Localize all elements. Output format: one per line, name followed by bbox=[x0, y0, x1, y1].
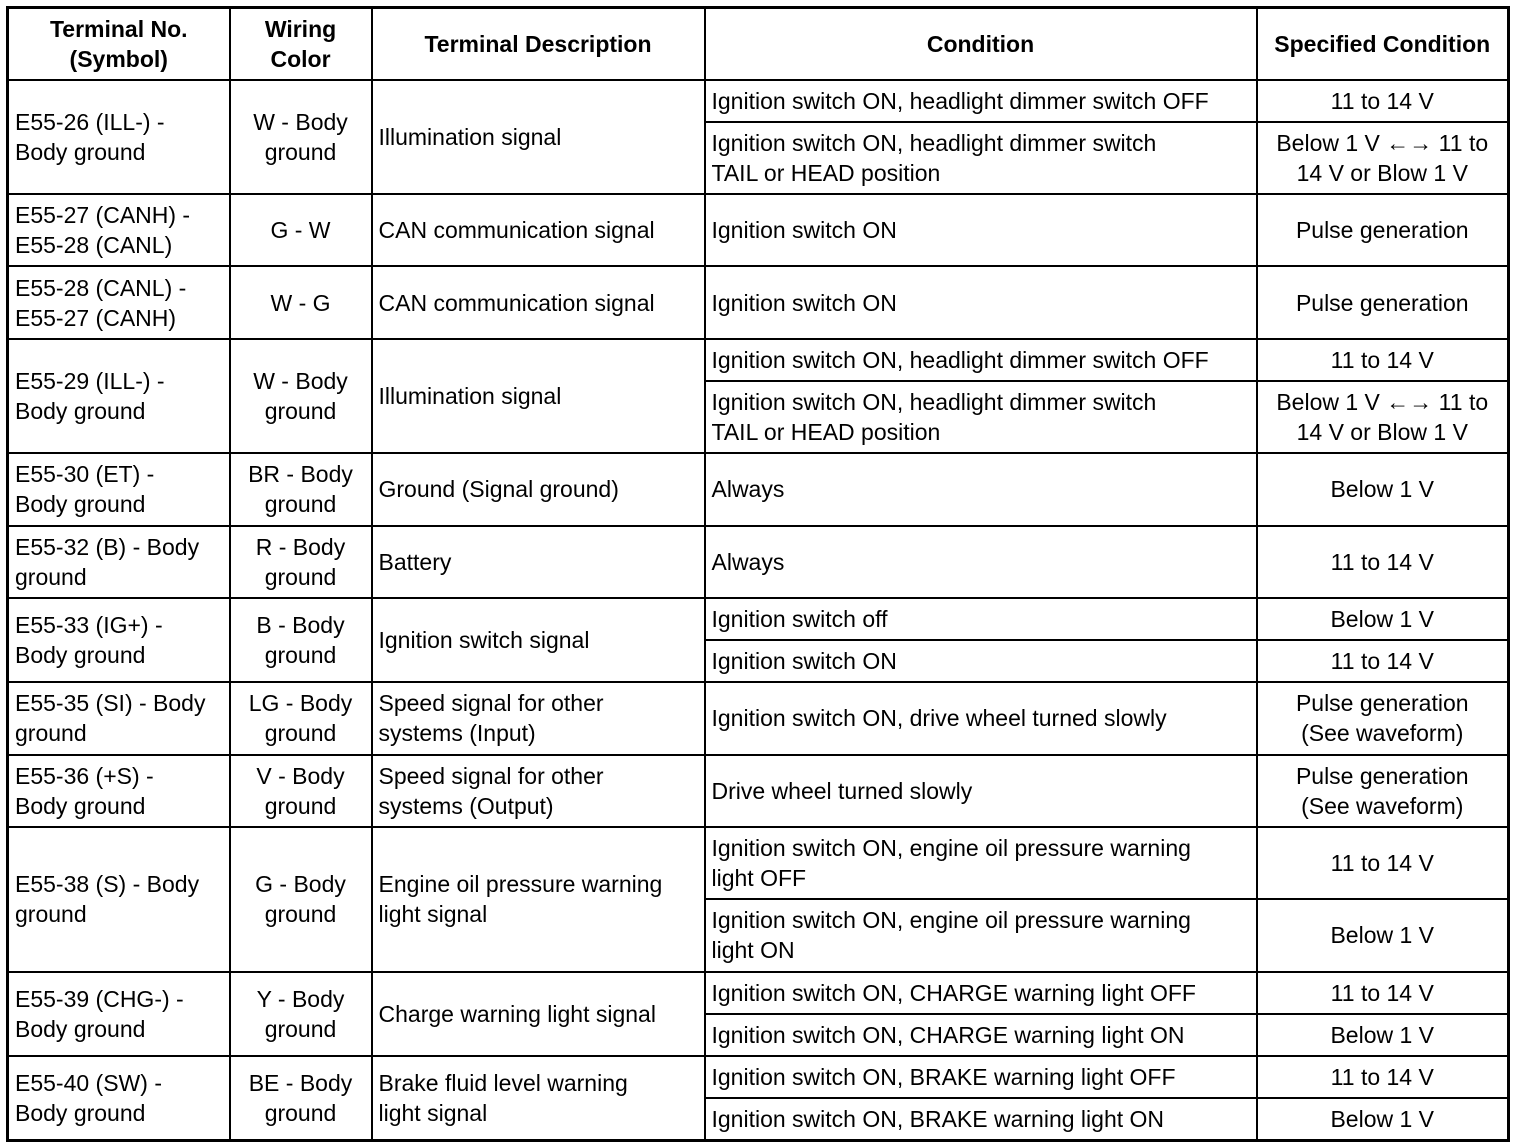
wiring-color-cell-line1: BE - Body bbox=[248, 1069, 353, 1096]
description-cell bbox=[372, 972, 705, 1056]
condition-cell bbox=[705, 1014, 1257, 1056]
condition-cell-line2: light ON bbox=[711, 937, 795, 964]
description-cell bbox=[372, 80, 705, 195]
specified-condition-cell-line1: 11 to 14 V bbox=[1330, 979, 1434, 1006]
wiring-color-cell bbox=[230, 682, 372, 754]
condition-cell bbox=[705, 598, 1257, 640]
header-condition: Condition bbox=[705, 8, 1257, 80]
header-row bbox=[8, 8, 1509, 80]
header-terminal bbox=[8, 8, 230, 80]
terminal-cell-line1: E55-30 (ET) - bbox=[15, 461, 155, 488]
table-row bbox=[8, 1056, 1509, 1098]
terminal-cell bbox=[8, 526, 230, 598]
wiring-color-cell-line2: ground bbox=[264, 491, 337, 518]
condition-cell-line1: Ignition switch ON bbox=[711, 648, 897, 675]
specified-condition-cell-line1: Pulse generation bbox=[1295, 690, 1469, 717]
specified-condition-cell-line1: Below 1 V ←→ 11 to bbox=[1276, 389, 1489, 416]
specified-condition-cell-line1: 11 to 14 V bbox=[1330, 346, 1434, 373]
wiring-color-cell-line2: ground bbox=[264, 792, 337, 819]
specified-condition-cell bbox=[1257, 266, 1509, 338]
header-specified: Specified Condition bbox=[1257, 8, 1509, 80]
terminal-cell-line1: E55-36 (+S) - bbox=[15, 762, 154, 789]
specified-condition-cell bbox=[1257, 1098, 1509, 1140]
terminal-cell-line1: E55-29 (ILL-) - bbox=[15, 367, 165, 394]
specified-condition-cell-line1: Below 1 V bbox=[1330, 1106, 1435, 1133]
description-cell-line1: Ground (Signal ground) bbox=[378, 476, 619, 503]
wiring-color-cell bbox=[230, 80, 372, 195]
specified-condition-cell-line1: 11 to 14 V bbox=[1330, 548, 1434, 575]
description-cell bbox=[372, 339, 705, 454]
header-wiring-line1: Wiring bbox=[264, 15, 337, 42]
condition-cell bbox=[705, 526, 1257, 598]
wiring-color-cell-line1: V - Body bbox=[256, 762, 345, 789]
table-row bbox=[8, 266, 1509, 338]
terminal-cell bbox=[8, 339, 230, 454]
condition-cell bbox=[705, 266, 1257, 338]
header-terminal-line1: Terminal No. bbox=[49, 15, 188, 42]
condition-cell bbox=[705, 1098, 1257, 1140]
specified-condition-cell bbox=[1257, 122, 1509, 194]
specified-condition-cell bbox=[1257, 526, 1509, 598]
wiring-color-cell-line1: W - Body bbox=[253, 108, 348, 135]
specified-condition-cell bbox=[1257, 972, 1509, 1014]
wiring-color-cell-line1: LG - Body bbox=[248, 690, 353, 717]
terminal-cell-line1: E55-39 (CHG-) - bbox=[15, 985, 184, 1012]
specified-condition-cell bbox=[1257, 682, 1509, 754]
table-row bbox=[8, 972, 1509, 1014]
condition-cell bbox=[705, 899, 1257, 971]
specified-condition-cell bbox=[1257, 339, 1509, 381]
description-cell-line1: Charge warning light signal bbox=[378, 1000, 656, 1027]
wiring-color-cell bbox=[230, 266, 372, 338]
specified-condition-cell-line2: 14 V or Blow 1 V bbox=[1296, 159, 1468, 186]
specified-condition-cell bbox=[1257, 194, 1509, 266]
terminal-cell bbox=[8, 755, 230, 827]
condition-cell-line1: Ignition switch ON, headlight dimmer switch OFF bbox=[711, 346, 1209, 373]
specified-condition-cell bbox=[1257, 899, 1509, 971]
description-cell bbox=[372, 453, 705, 525]
table-row bbox=[8, 339, 1509, 381]
terminal-spec-table bbox=[6, 6, 1510, 1142]
description-cell-line1: Illumination signal bbox=[378, 382, 562, 409]
description-cell-line1: CAN communication signal bbox=[378, 289, 655, 316]
description-cell bbox=[372, 266, 705, 338]
condition-cell-line1: Always bbox=[711, 476, 785, 503]
description-cell-line1: Speed signal for other bbox=[378, 690, 604, 717]
condition-cell-line1: Ignition switch ON, CHARGE warning light ON bbox=[711, 1021, 1185, 1048]
wiring-color-cell-line1: R - Body bbox=[255, 533, 346, 560]
table-row bbox=[8, 80, 1509, 122]
condition-cell-line2: TAIL or HEAD position bbox=[711, 419, 941, 446]
table-body bbox=[8, 80, 1509, 1141]
condition-cell bbox=[705, 381, 1257, 453]
specified-condition-cell-line1: 11 to 14 V bbox=[1330, 1064, 1434, 1090]
wiring-color-cell bbox=[230, 453, 372, 525]
condition-cell-line1: Ignition switch ON, BRAKE warning light ON bbox=[711, 1106, 1165, 1133]
description-cell-line2: light signal bbox=[378, 901, 488, 928]
wiring-color-cell bbox=[230, 598, 372, 682]
specified-condition-cell-line1: Pulse generation bbox=[1295, 762, 1469, 789]
wiring-color-cell-line1: W - G bbox=[270, 289, 331, 316]
specified-condition-cell-line1: Pulse generation bbox=[1295, 289, 1469, 316]
wiring-color-cell bbox=[230, 339, 372, 454]
description-cell bbox=[372, 827, 705, 972]
specified-condition-cell-line1: Pulse generation bbox=[1295, 217, 1469, 244]
header-wiring-line2: Color bbox=[270, 45, 331, 72]
terminal-cell-line1: E55-32 (B) - Body bbox=[15, 533, 200, 560]
condition-cell-line1: Ignition switch ON, headlight dimmer switch OFF bbox=[711, 87, 1209, 114]
wiring-color-cell bbox=[230, 526, 372, 598]
description-cell bbox=[372, 755, 705, 827]
condition-cell-line1: Ignition switch ON bbox=[711, 289, 897, 316]
header-terminal-line2: (Symbol) bbox=[69, 45, 168, 72]
specified-condition-cell-line1: Below 1 V bbox=[1330, 922, 1435, 949]
terminal-cell bbox=[8, 1056, 230, 1141]
specified-condition-cell bbox=[1257, 1056, 1509, 1098]
terminal-cell-line2: Body ground bbox=[15, 792, 146, 819]
condition-cell-line1: Ignition switch ON, headlight dimmer switch bbox=[711, 389, 1157, 416]
specified-condition-cell bbox=[1257, 453, 1509, 525]
header-description: Terminal Description bbox=[372, 8, 705, 80]
wiring-color-cell-line1: W - Body bbox=[253, 367, 348, 394]
table-row bbox=[8, 526, 1509, 598]
terminal-cell bbox=[8, 80, 230, 195]
terminal-cell bbox=[8, 598, 230, 682]
specified-condition-cell-line1: Below 1 V ←→ 11 to bbox=[1276, 129, 1489, 156]
description-cell-line1: Speed signal for other bbox=[378, 762, 604, 789]
terminal-cell-line1: E55-40 (SW) - bbox=[15, 1069, 162, 1096]
condition-cell bbox=[705, 194, 1257, 266]
terminal-cell-line2: Body ground bbox=[15, 642, 146, 669]
condition-cell bbox=[705, 640, 1257, 682]
specified-condition-cell bbox=[1257, 381, 1509, 453]
description-cell-line1: Ignition switch signal bbox=[378, 627, 590, 654]
condition-cell bbox=[705, 827, 1257, 899]
wiring-color-cell-line2: ground bbox=[264, 1015, 337, 1042]
description-cell-line1: CAN communication signal bbox=[378, 217, 655, 244]
terminal-cell bbox=[8, 972, 230, 1056]
wiring-color-cell-line1: G - W bbox=[270, 217, 331, 244]
description-cell bbox=[372, 598, 705, 682]
terminal-cell-line1: E55-35 (SI) - Body bbox=[15, 690, 206, 717]
terminal-cell-line2: Body ground bbox=[15, 1015, 146, 1042]
terminal-cell-line2: ground bbox=[15, 563, 87, 590]
description-cell-line1: Battery bbox=[378, 548, 452, 575]
wiring-color-cell bbox=[230, 755, 372, 827]
description-cell bbox=[372, 1056, 705, 1141]
condition-cell bbox=[705, 972, 1257, 1014]
terminal-cell bbox=[8, 827, 230, 972]
condition-cell bbox=[705, 122, 1257, 194]
condition-cell bbox=[705, 339, 1257, 381]
condition-cell bbox=[705, 755, 1257, 827]
table-row bbox=[8, 682, 1509, 754]
terminal-cell-line2: Body ground bbox=[15, 138, 146, 165]
terminal-cell-line2: E55-28 (CANL) bbox=[15, 232, 173, 259]
wiring-color-cell-line2: ground bbox=[264, 720, 337, 747]
table-row bbox=[8, 598, 1509, 640]
description-cell-line1: Engine oil pressure warning bbox=[378, 871, 663, 898]
description-cell-line2: systems (Output) bbox=[378, 792, 554, 819]
table-row bbox=[8, 194, 1509, 266]
condition-cell-line1: Ignition switch ON, engine oil pressure warning bbox=[711, 907, 1191, 934]
wiring-color-cell-line2: ground bbox=[264, 642, 337, 669]
description-cell bbox=[372, 526, 705, 598]
description-cell bbox=[372, 682, 705, 754]
specified-condition-cell bbox=[1257, 1014, 1509, 1056]
wiring-color-cell bbox=[230, 194, 372, 266]
specified-condition-cell-line1: Below 1 V bbox=[1330, 476, 1435, 503]
wiring-color-cell bbox=[230, 1056, 372, 1141]
specified-condition-cell-line1: Below 1 V bbox=[1330, 1021, 1435, 1048]
wiring-color-cell-line1: Y - Body bbox=[256, 985, 345, 1012]
wiring-color-cell bbox=[230, 972, 372, 1056]
wiring-color-cell-line1: BR - Body bbox=[248, 461, 353, 488]
specified-condition-cell-line1: 11 to 14 V bbox=[1330, 850, 1434, 877]
specified-condition-cell-line2: (See waveform) bbox=[1301, 720, 1464, 747]
condition-cell-line2: light OFF bbox=[711, 865, 807, 892]
terminal-cell bbox=[8, 266, 230, 338]
condition-cell-line1: Ignition switch off bbox=[711, 605, 888, 632]
specified-condition-cell bbox=[1257, 598, 1509, 640]
specified-condition-cell bbox=[1257, 827, 1509, 899]
table-row bbox=[8, 453, 1509, 525]
condition-cell bbox=[705, 1056, 1257, 1098]
condition-cell-line1: Ignition switch ON, headlight dimmer switch bbox=[711, 129, 1157, 156]
condition-cell-line1: Ignition switch ON, engine oil pressure warning bbox=[711, 835, 1191, 862]
terminal-cell-line1: E55-28 (CANL) - bbox=[15, 274, 187, 301]
terminal-cell-line2: Body ground bbox=[15, 491, 146, 518]
wiring-color-cell-line2: ground bbox=[264, 563, 337, 590]
specified-condition-cell-line1: 11 to 14 V bbox=[1330, 648, 1434, 675]
condition-cell-line1: Ignition switch ON, drive wheel turned slowly bbox=[711, 705, 1167, 732]
description-cell-line1: Illumination signal bbox=[378, 123, 562, 150]
description-cell-line1: Brake fluid level warning bbox=[378, 1069, 628, 1096]
condition-cell bbox=[705, 80, 1257, 122]
condition-cell-line1: Ignition switch ON, CHARGE warning light OFF bbox=[711, 979, 1196, 1006]
description-cell-line2: systems (Input) bbox=[378, 720, 536, 747]
terminal-cell-line1: E55-26 (ILL-) - bbox=[15, 108, 165, 135]
condition-cell bbox=[705, 453, 1257, 525]
specified-condition-cell-line1: Below 1 V bbox=[1330, 605, 1435, 632]
terminal-cell-line2: ground bbox=[15, 901, 87, 928]
condition-cell-line1: Drive wheel turned slowly bbox=[711, 777, 973, 804]
wiring-color-cell-line2: ground bbox=[264, 397, 337, 424]
terminal-cell-line2: Body ground bbox=[15, 397, 146, 424]
table-row bbox=[8, 755, 1509, 827]
description-cell-line2: light signal bbox=[378, 1099, 488, 1126]
wiring-color-cell-line2: ground bbox=[264, 138, 337, 165]
condition-cell-line2: TAIL or HEAD position bbox=[711, 159, 941, 186]
condition-cell-line1: Ignition switch ON bbox=[711, 217, 897, 244]
condition-cell-line1: Ignition switch ON, BRAKE warning light OFF bbox=[711, 1064, 1176, 1090]
terminal-cell-line2: Body ground bbox=[15, 1099, 146, 1126]
terminal-cell bbox=[8, 453, 230, 525]
wiring-color-cell-line1: G - Body bbox=[255, 871, 346, 898]
specified-condition-cell-line1: 11 to 14 V bbox=[1330, 87, 1434, 114]
condition-cell bbox=[705, 682, 1257, 754]
description-cell bbox=[372, 194, 705, 266]
specified-condition-cell bbox=[1257, 640, 1509, 682]
condition-cell-line1: Always bbox=[711, 548, 785, 575]
specified-condition-cell bbox=[1257, 755, 1509, 827]
wiring-color-cell-line2: ground bbox=[264, 1099, 337, 1126]
terminal-cell bbox=[8, 194, 230, 266]
terminal-cell-line2: ground bbox=[15, 720, 87, 747]
terminal-cell-line1: E55-33 (IG+) - bbox=[15, 612, 163, 639]
table-row bbox=[8, 827, 1509, 899]
wiring-color-cell-line1: B - Body bbox=[256, 612, 345, 639]
specified-condition-cell-line2: 14 V or Blow 1 V bbox=[1296, 419, 1468, 446]
specified-condition-cell bbox=[1257, 80, 1509, 122]
header-wiring bbox=[230, 8, 372, 80]
wiring-color-cell-line2: ground bbox=[264, 901, 337, 928]
terminal-cell-line1: E55-27 (CANH) - bbox=[15, 202, 191, 229]
terminal-cell-line1: E55-38 (S) - Body bbox=[15, 871, 200, 898]
wiring-color-cell bbox=[230, 827, 372, 972]
terminal-cell-line2: E55-27 (CANH) bbox=[15, 304, 177, 331]
terminal-cell bbox=[8, 682, 230, 754]
specified-condition-cell-line2: (See waveform) bbox=[1301, 792, 1464, 819]
